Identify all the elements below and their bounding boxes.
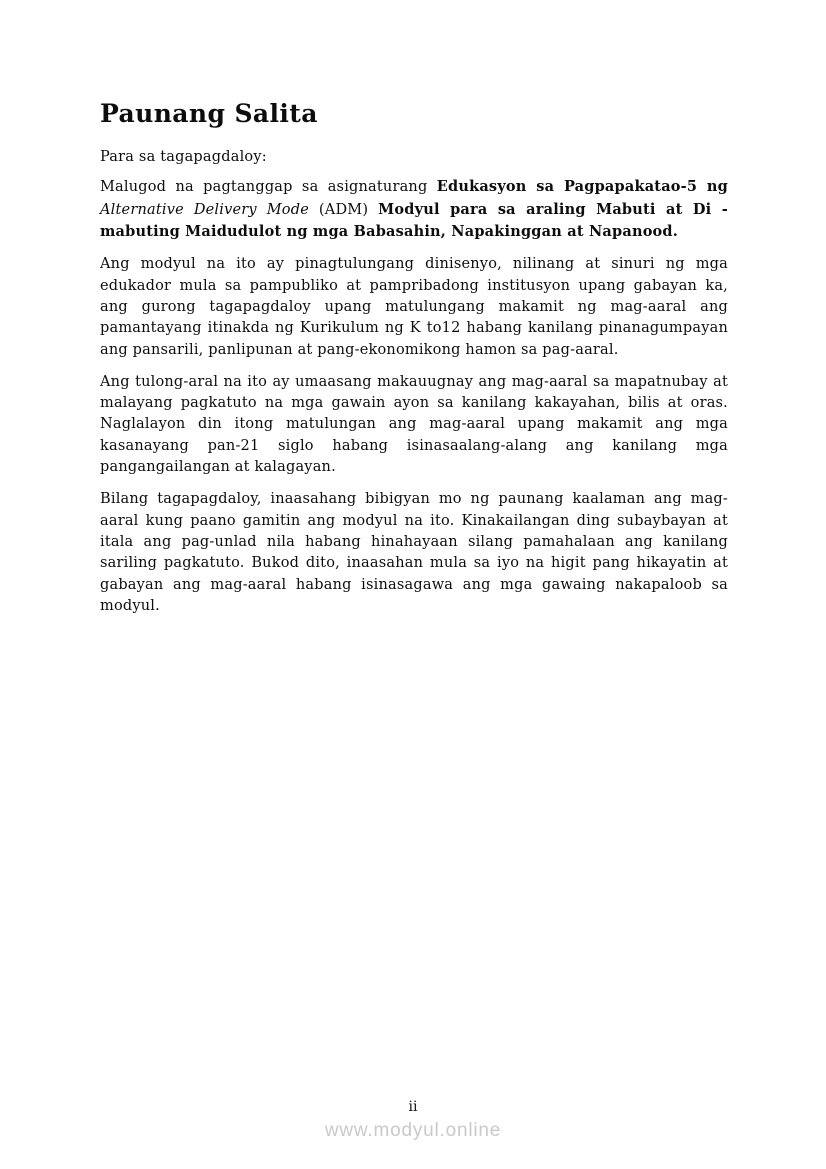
intro-text-run-bold-1: Edukasyon sa Pagpapakatao-5 ng bbox=[436, 178, 728, 196]
page-title: Paunang Salita bbox=[100, 99, 318, 128]
document-page-body bbox=[100, 100, 728, 628]
paragraph-facilitator-role: Bilang tagapagdaloy, inaasahang bibigyan mo ng paunang kaalaman ang mag-aaral kung paano gamitin ang modyul na ito. Kinakailangan ding subaybayan at itala ang pag-unlad nila habang hinahayaan silang pamahalaan ang kanilang sariling pagkatuto. Bukod dito, inaasahan mula sa iyo na higit pang hikayatin at gabayan ang mag-aaral habang isinasagawa ang mga gawaing nakapaloob sa modyul. bbox=[100, 491, 728, 615]
intro-text-run-normal-1: Malugod na pagtanggap sa asignaturang bbox=[100, 179, 437, 196]
page-number: ii bbox=[408, 1099, 418, 1115]
intro-text-run-normal-2: (ADM) bbox=[308, 201, 379, 218]
paragraph-learning-aid: Ang tulong-aral na ito ay umaasang makauugnay ang mag-aaral sa mapatnubay at malayang pagkatuto na mga gawain ayon sa kanilang kakayahan, bilis at oras. Naglalayon din itong matulungan ang mag-aaral upang makamit ang mga kasanayang pan-21 siglo habang isinasaalang-alang ang kanilang mga pangangailangan at kalagayan. bbox=[100, 373, 728, 476]
paragraph-intro bbox=[100, 176, 728, 243]
paragraph-module-design: Ang modyul na ito ay pinagtulungang dinisenyo, nilinang at sinuri ng mga edukador mula sa pampubliko at pampribadong institusyon upang gabayan ka, ang gurong tagapagdaloy upang matulungang makamit ng mag-aaral ang pamantayang itinakda ng Kurikulum ng K to12 habang kanilang pinanagumpayan ang pansarili, panlipunan at pang-ekonomikong hamon sa pag-aaral. bbox=[100, 256, 728, 358]
watermark-text: www.modyul.online bbox=[324, 1120, 502, 1141]
salutation-line: Para sa tagapagdaloy: bbox=[100, 149, 267, 165]
intro-text-run-italic-1: Alternative Delivery Mode bbox=[100, 201, 309, 218]
intro-text-run-bold-2: Modyul para sa araling Mabuti at Di -mabuting Maidudulot ng mga Babasahin, Napakinggan at Napanood. bbox=[100, 200, 728, 241]
page-footer bbox=[0, 1098, 826, 1142]
